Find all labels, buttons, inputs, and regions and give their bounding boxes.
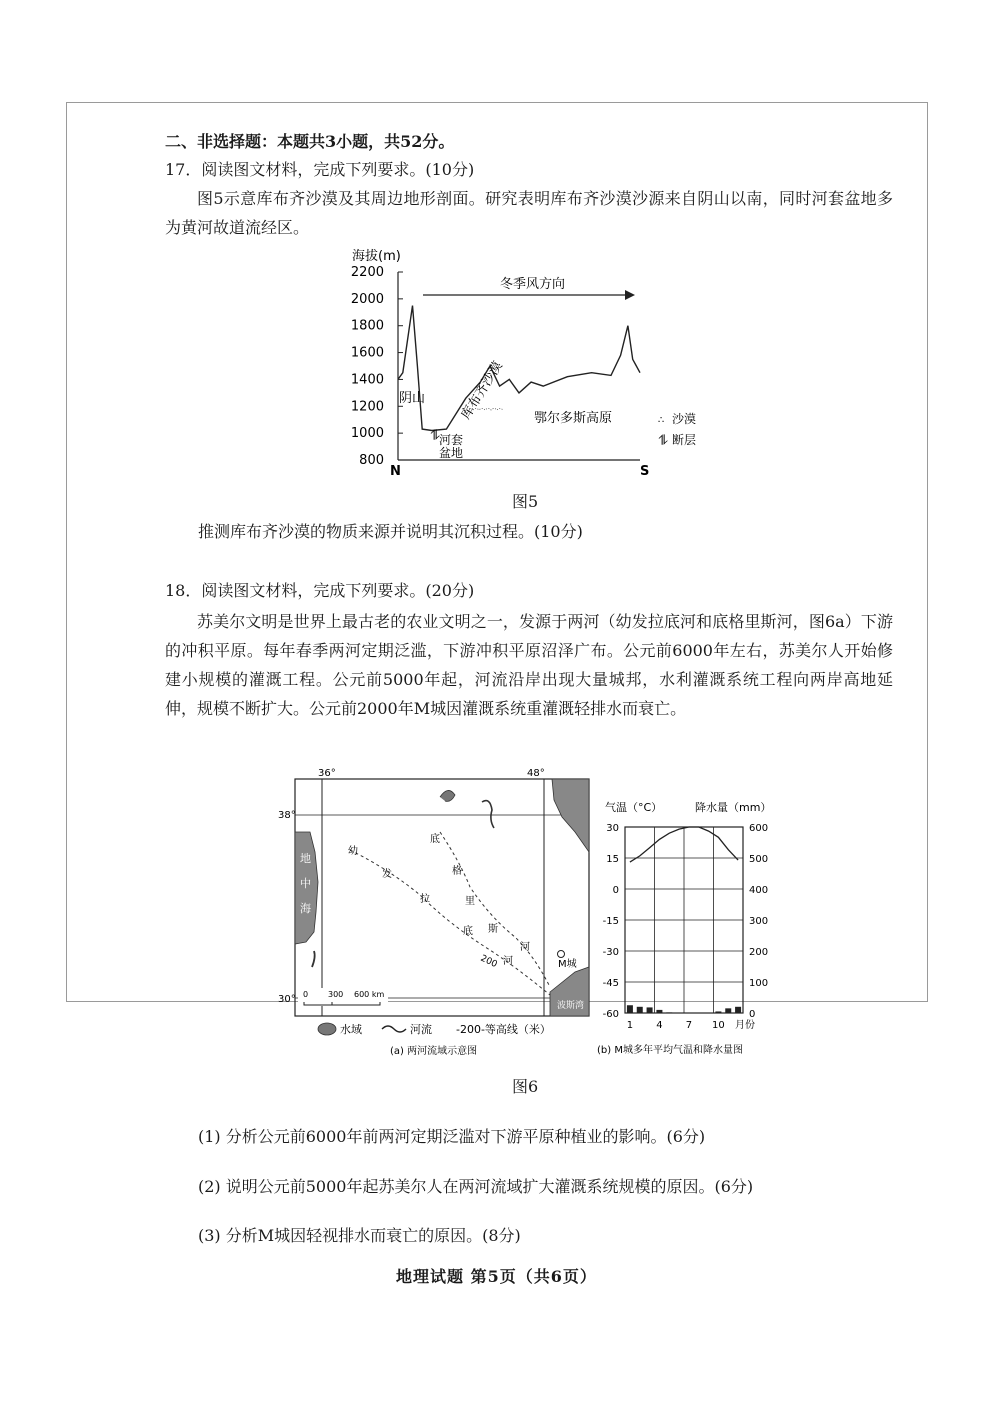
month-tick-4: 4 (656, 1020, 663, 1031)
precip-tick-300: 300 (749, 916, 769, 927)
wind-arrowhead (625, 290, 635, 300)
label-kubuqi-desert: 库布齐沙漠 (458, 359, 506, 423)
q18-sub3: (3) 分析M城因轻视排水而衰亡的原因。(8分) (198, 1226, 521, 1245)
temp-tick--60: -60 (602, 1009, 619, 1020)
fig5-y-tick-800: 800 (359, 453, 384, 468)
tigris-char-5: 河 (520, 942, 530, 953)
tigris-char-3: 里 (465, 896, 475, 907)
climate-chart-caption: (b) M城多年平均气温和降水量图 (597, 1045, 743, 1056)
precip-bar-10 (715, 1011, 721, 1013)
q18-intro: 苏美尔文明是世界上最古老的农业文明之一，发源于两河（幼发拉底河和底格里斯河，图6a）下游的冲积平原。每年春季两河定期泛滥，下游冲积平原沼泽广布。公元前6000年左右，苏美尔人开始修建小规模的灌溉工程。公元前5000年起，河流沿岸出现大量城邦，水利灌溉系统工程向两岸高地延伸，规模不断扩大。公元前2000年M城因灌溉系统重灌溉轻排水而衰亡。 (165, 612, 893, 718)
fig5-y-tick-1800: 1800 (350, 318, 384, 334)
temp-tick--45: -45 (602, 978, 619, 989)
month-tick-1: 1 (626, 1020, 634, 1031)
sea-label-2: 中 (300, 877, 311, 890)
euphrates-river (350, 850, 550, 995)
contour-200-label: 200 (478, 953, 499, 970)
precip-bar-4 (656, 1010, 662, 1013)
tigris-char-2: 格 (452, 866, 462, 877)
fig5-y-tick-1000: 1000 (350, 426, 384, 442)
q18-sub1: (1) 分析公元前6000年前两河定期泛滥对下游平原种植业的影响。(6分) (198, 1127, 706, 1146)
precip-tick-100: 100 (749, 978, 769, 989)
fig5-caption: 图5 (512, 492, 539, 511)
legend-contour-label: -200-等高线（米） (456, 1023, 551, 1036)
temp-tick--30: -30 (602, 947, 619, 958)
m-city-label: M城 (558, 959, 577, 970)
lat-30: 30° (278, 994, 296, 1005)
tigris-char-4: 斯 (488, 924, 498, 935)
figure6a-map (270, 762, 600, 1062)
temp-tick--15: -15 (602, 916, 619, 927)
legend-river-icon (382, 1026, 406, 1032)
precip-bar-5 (666, 1012, 672, 1013)
precip-bar-11 (725, 1008, 731, 1013)
fig5-y-tick-1400: 1400 (350, 372, 384, 388)
legend-water-label: 水域 (340, 1023, 362, 1036)
temp-tick-0: 0 (612, 885, 619, 896)
euphrates-char-1: 幼 (348, 846, 358, 857)
month-tick-10: 10 (712, 1020, 725, 1031)
precip-tick-400: 400 (749, 885, 769, 896)
fig5-y-tick-2000: 2000 (350, 291, 384, 307)
legend-fault-label: 断层 (672, 433, 697, 447)
label-yinshan: 阴山 (399, 391, 426, 406)
label-hetao-2: 盆地 (439, 446, 464, 460)
euphrates-char-2: 发 (382, 869, 392, 880)
q17-intro: 图5示意库布齐沙漠及其周边地形剖面。研究表明库布齐沙漠沙源来自阴山以南，同时河套盆地多为黄河故道流经区。 (165, 189, 893, 237)
label-ordos-plateau: 鄂尔多斯高原 (534, 411, 613, 426)
figure5-profile-chart (340, 240, 710, 480)
climate-grid (625, 827, 743, 1013)
precip-tick-200: 200 (749, 947, 769, 958)
page-footer: 地理试题 第5页（共6页） (396, 1267, 597, 1286)
figure6b-climate-chart (595, 795, 795, 1065)
legend-desert-label: 沙漠 (672, 412, 697, 426)
page-total: 6 (550, 1267, 563, 1286)
lat-38: 38° (278, 810, 296, 821)
euphrates-char-3: 拉 (420, 894, 430, 905)
q17-header: 17．阅读图文材料，完成下列要求。(10分) (165, 160, 475, 179)
fig5-y-tick-2200: 2200 (350, 265, 384, 280)
temp-tick-30: 30 (606, 823, 619, 834)
precip-bar-3 (647, 1007, 653, 1013)
fig5-y-axis-label: 海拔(m) (352, 249, 401, 264)
m-city-marker (558, 951, 565, 958)
precip-axis-label: 降水量（mm） (695, 801, 772, 814)
scale-300: 300 (328, 990, 344, 999)
lon-36: 36° (318, 768, 336, 779)
page-number: 5 (487, 1267, 500, 1286)
q17-question: 推测库布齐沙漠的物质来源并说明其沉积过程。(10分) (198, 522, 583, 541)
precip-tick-500: 500 (749, 854, 769, 865)
legend-river-label: 河流 (410, 1023, 432, 1036)
legend-fault-symbol: ⥮ (658, 433, 669, 449)
lon-48: 48° (527, 768, 545, 779)
euphrates-char-5: 河 (503, 956, 513, 967)
map-caption: (a) 两河流域示意图 (390, 1046, 478, 1057)
legend-desert-symbol: ∴ (658, 415, 665, 426)
precip-bar-1 (627, 1005, 633, 1013)
precip-tick-0: 0 (749, 1009, 756, 1020)
sea-label-3: 海 (300, 902, 311, 915)
fig5-y-tick-1600: 1600 (350, 345, 384, 361)
lake-tiberias (312, 951, 315, 967)
label-hetao-1: 河套 (439, 433, 464, 447)
sea-label-1: 地 (300, 852, 311, 865)
caspian-water (552, 779, 589, 852)
precip-tick-600: 600 (749, 823, 769, 834)
scale-600: 600 km (354, 990, 385, 999)
q18-header: 18．阅读图文材料，完成下列要求。(20分) (165, 581, 475, 600)
x-start-n: N (390, 464, 401, 479)
map-frame (295, 779, 589, 1016)
fig5-y-tick-1200: 1200 (350, 399, 384, 415)
precip-bar-12 (735, 1007, 741, 1013)
x-end-s: S (640, 464, 650, 479)
lake-van (440, 790, 455, 801)
tigris-char-1: 底 (430, 834, 440, 845)
temp-axis-label: 气温（°C） (605, 801, 663, 814)
fault-symbol: ⥮ (430, 428, 441, 444)
scale-0: 0 (303, 990, 309, 999)
wind-label: 冬季风方向 (500, 277, 566, 292)
lake-urmia (482, 801, 494, 828)
fig6-caption: 图6 (512, 1077, 539, 1096)
legend-water-icon (318, 1023, 336, 1035)
temp-tick-15: 15 (606, 854, 619, 865)
persian-gulf-label: 波斯湾 (557, 1001, 585, 1011)
euphrates-char-4: 底 (463, 926, 473, 937)
section-title: 二、非选择题：本题共3小题，共52分。 (165, 132, 455, 151)
q18-sub2: (2) 说明公元前5000年起苏美尔人在两河流域扩大灌溉系统规模的原因。(6分) (198, 1177, 754, 1196)
month-tick-7: 7 (685, 1020, 693, 1031)
month-unit-label: 月份 (735, 1020, 755, 1031)
precip-bar-2 (637, 1007, 643, 1013)
